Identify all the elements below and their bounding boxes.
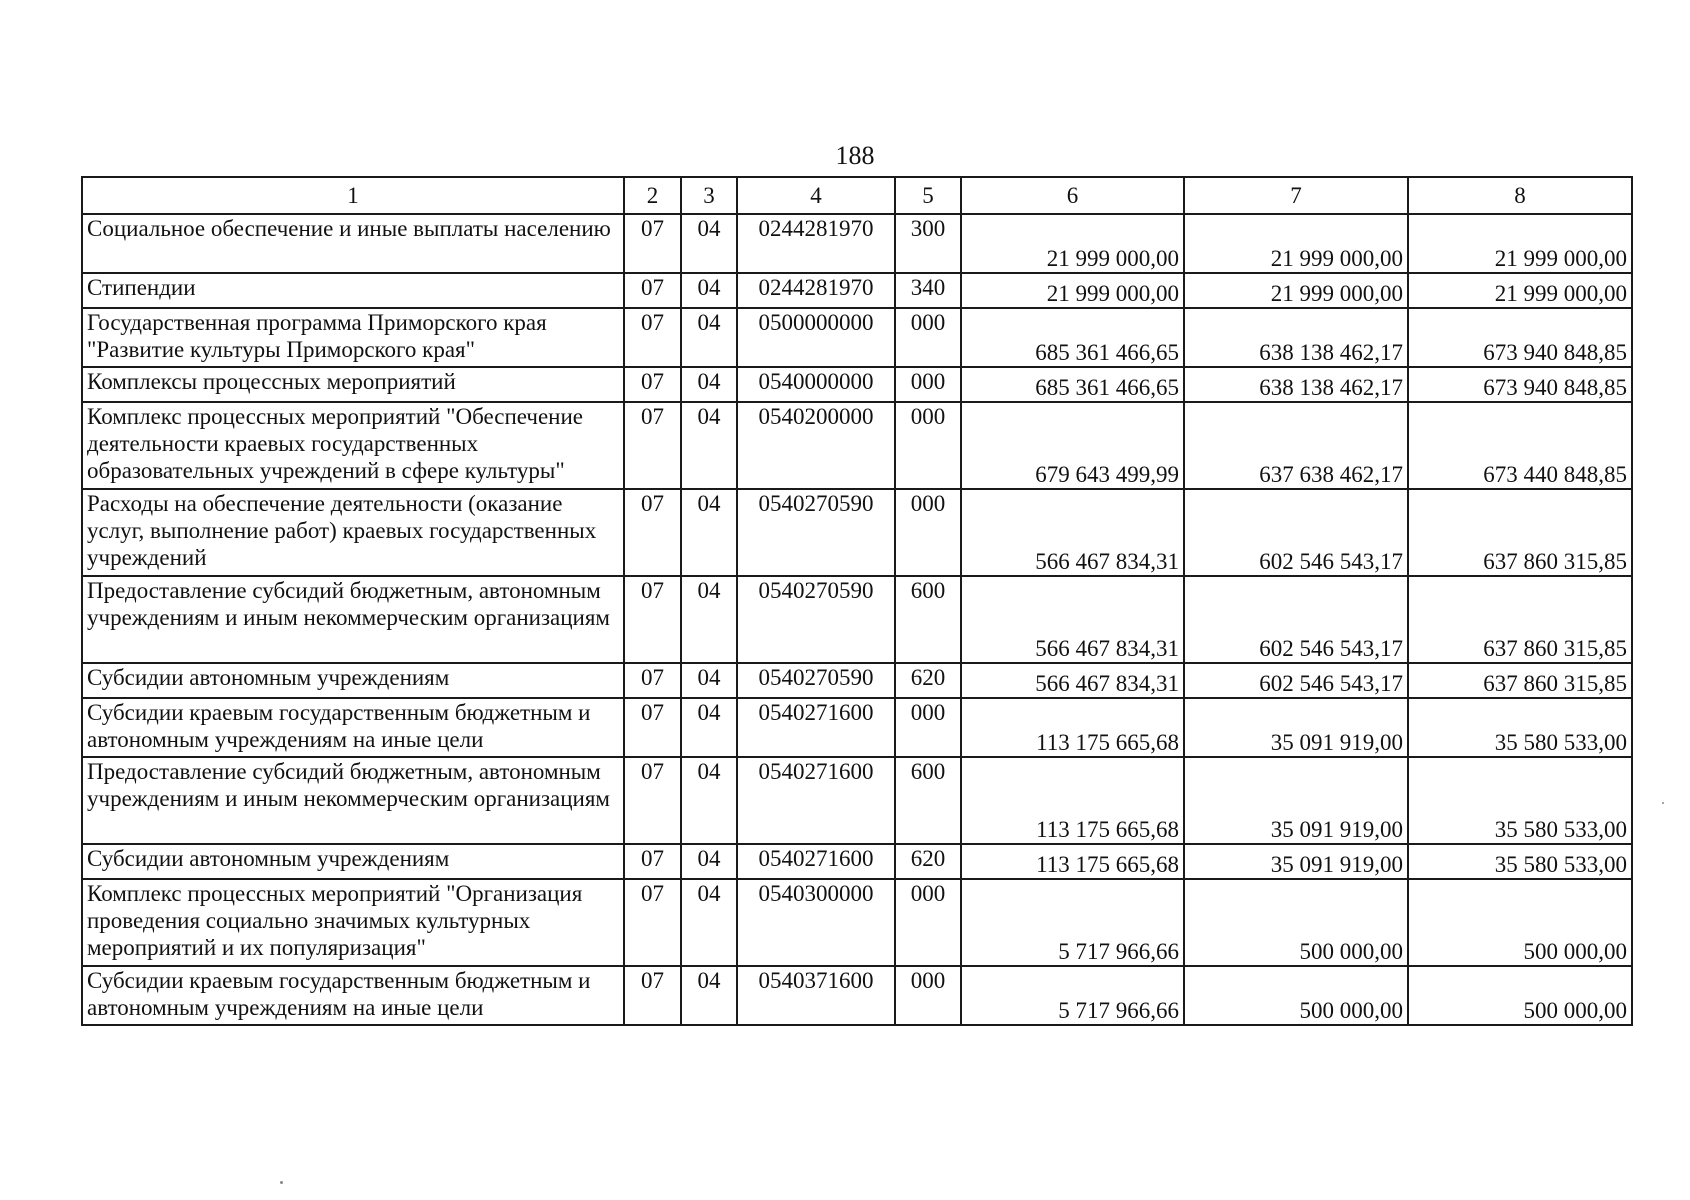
- cell-expense-type: 000: [895, 966, 961, 1025]
- cell-amount-col6: 113 175 665,68: [961, 698, 1184, 757]
- cell-amount-col6: 5 717 966,66: [961, 966, 1184, 1025]
- cell-expense-type: 000: [895, 489, 961, 576]
- cell-amount-col8: 35 580 533,00: [1408, 698, 1632, 757]
- cell-amount-col8: 637 860 315,85: [1408, 489, 1632, 576]
- cell-section: 07: [624, 367, 681, 402]
- table-row: [82, 273, 1632, 308]
- table-row: [82, 879, 1632, 966]
- cell-amount-col6: 21 999 000,00: [961, 273, 1184, 308]
- table-row: [82, 576, 1632, 663]
- table-row: [82, 698, 1632, 757]
- cell-section: 07: [624, 879, 681, 966]
- cell-name: Комплекс процессных мероприятий "Организация проведения социально значимых культурных мероприятий и их популяризация": [82, 879, 624, 966]
- column-header-8: 8: [1408, 177, 1632, 214]
- cell-expense-type: 000: [895, 698, 961, 757]
- table-row: [82, 489, 1632, 576]
- cell-section: 07: [624, 576, 681, 663]
- cell-amount-col7: 637 638 462,17: [1184, 402, 1408, 489]
- cell-amount-col8: 637 860 315,85: [1408, 663, 1632, 698]
- cell-section: 07: [624, 214, 681, 273]
- cell-amount-col6: 113 175 665,68: [961, 757, 1184, 844]
- cell-target-article: 0540270590: [737, 489, 895, 576]
- cell-amount-col7: 638 138 462,17: [1184, 367, 1408, 402]
- cell-expense-type: 000: [895, 402, 961, 489]
- cell-section: 07: [624, 757, 681, 844]
- cell-amount-col7: 35 091 919,00: [1184, 757, 1408, 844]
- cell-subsection: 04: [681, 576, 737, 663]
- cell-amount-col7: 602 546 543,17: [1184, 663, 1408, 698]
- column-header-1: 1: [82, 177, 624, 214]
- cell-name: Комплексы процессных мероприятий: [82, 367, 624, 402]
- table-row: [82, 402, 1632, 489]
- cell-name: Предоставление субсидий бюджетным, автономным учреждениям и иным некоммерческим организациям: [82, 576, 624, 663]
- cell-amount-col6: 685 361 466,65: [961, 308, 1184, 367]
- cell-subsection: 04: [681, 879, 737, 966]
- cell-section: 07: [624, 308, 681, 367]
- cell-amount-col8: 673 940 848,85: [1408, 308, 1632, 367]
- cell-expense-type: 620: [895, 663, 961, 698]
- cell-amount-col6: 113 175 665,68: [961, 844, 1184, 879]
- cell-expense-type: 300: [895, 214, 961, 273]
- cell-expense-type: 620: [895, 844, 961, 879]
- column-header-4: 4: [737, 177, 895, 214]
- cell-amount-col7: 500 000,00: [1184, 879, 1408, 966]
- cell-subsection: 04: [681, 844, 737, 879]
- cell-subsection: 04: [681, 663, 737, 698]
- cell-amount-col7: 500 000,00: [1184, 966, 1408, 1025]
- cell-amount-col7: 35 091 919,00: [1184, 844, 1408, 879]
- cell-target-article: 0500000000: [737, 308, 895, 367]
- cell-amount-col7: 21 999 000,00: [1184, 214, 1408, 273]
- cell-amount-col8: 21 999 000,00: [1408, 273, 1632, 308]
- table-row: [82, 844, 1632, 879]
- cell-amount-col6: 5 717 966,66: [961, 879, 1184, 966]
- cell-amount-col8: 637 860 315,85: [1408, 576, 1632, 663]
- cell-amount-col7: 35 091 919,00: [1184, 698, 1408, 757]
- cell-target-article: 0540000000: [737, 367, 895, 402]
- cell-amount-col8: 35 580 533,00: [1408, 757, 1632, 844]
- cell-expense-type: 000: [895, 879, 961, 966]
- cell-name: Расходы на обеспечение деятельности (оказание услуг, выполнение работ) краевых государственных учреждений: [82, 489, 624, 576]
- cell-amount-col7: 602 546 543,17: [1184, 489, 1408, 576]
- cell-section: 07: [624, 844, 681, 879]
- cell-amount-col6: 21 999 000,00: [961, 214, 1184, 273]
- cell-amount-col7: 602 546 543,17: [1184, 576, 1408, 663]
- cell-amount-col7: 21 999 000,00: [1184, 273, 1408, 308]
- cell-expense-type: 600: [895, 576, 961, 663]
- cell-target-article: 0540270590: [737, 663, 895, 698]
- cell-amount-col8: 500 000,00: [1408, 966, 1632, 1025]
- cell-name: Предоставление субсидий бюджетным, автономным учреждениям и иным некоммерческим организациям: [82, 757, 624, 844]
- cell-target-article: 0540270590: [737, 576, 895, 663]
- cell-amount-col8: 21 999 000,00: [1408, 214, 1632, 273]
- cell-expense-type: 340: [895, 273, 961, 308]
- cell-expense-type: 600: [895, 757, 961, 844]
- cell-amount-col8: 673 940 848,85: [1408, 367, 1632, 402]
- cell-amount-col6: 685 361 466,65: [961, 367, 1184, 402]
- cell-section: 07: [624, 966, 681, 1025]
- cell-name: Стипендии: [82, 273, 624, 308]
- table-row: [82, 367, 1632, 402]
- cell-amount-col8: 500 000,00: [1408, 879, 1632, 966]
- cell-name: Субсидии автономным учреждениям: [82, 844, 624, 879]
- column-header-7: 7: [1184, 177, 1408, 214]
- cell-amount-col6: 566 467 834,31: [961, 576, 1184, 663]
- cell-target-article: 0244281970: [737, 273, 895, 308]
- cell-target-article: 0540271600: [737, 844, 895, 879]
- cell-section: 07: [624, 273, 681, 308]
- table-row: [82, 214, 1632, 273]
- table-row: [82, 966, 1632, 1025]
- cell-subsection: 04: [681, 308, 737, 367]
- cell-subsection: 04: [681, 402, 737, 489]
- cell-amount-col8: 673 440 848,85: [1408, 402, 1632, 489]
- column-header-3: 3: [681, 177, 737, 214]
- scan-speck: [1662, 802, 1664, 804]
- cell-subsection: 04: [681, 489, 737, 576]
- table-row: [82, 757, 1632, 844]
- cell-target-article: 0540371600: [737, 966, 895, 1025]
- cell-subsection: 04: [681, 367, 737, 402]
- cell-name: Субсидии автономным учреждениям: [82, 663, 624, 698]
- table-row: [82, 663, 1632, 698]
- table-row: [82, 308, 1632, 367]
- cell-subsection: 04: [681, 966, 737, 1025]
- column-header-2: 2: [624, 177, 681, 214]
- cell-amount-col6: 679 643 499,99: [961, 402, 1184, 489]
- cell-name: Субсидии краевым государственным бюджетным и автономным учреждениям на иные цели: [82, 966, 624, 1025]
- cell-name: Комплекс процессных мероприятий "Обеспечение деятельности краевых государственных образовательных учреждений в сфере культуры": [82, 402, 624, 489]
- cell-section: 07: [624, 663, 681, 698]
- scan-speck: [280, 1181, 283, 1184]
- table-body: [82, 214, 1632, 1025]
- column-header-6: 6: [961, 177, 1184, 214]
- column-header-5: 5: [895, 177, 961, 214]
- cell-name: Социальное обеспечение и иные выплаты населению: [82, 214, 624, 273]
- cell-name: Субсидии краевым государственным бюджетным и автономным учреждениям на иные цели: [82, 698, 624, 757]
- header-row: [82, 177, 1632, 214]
- cell-subsection: 04: [681, 273, 737, 308]
- cell-subsection: 04: [681, 757, 737, 844]
- cell-name: Государственная программа Приморского края "Развитие культуры Приморского края": [82, 308, 624, 367]
- cell-target-article: 0540271600: [737, 698, 895, 757]
- cell-amount-col6: 566 467 834,31: [961, 663, 1184, 698]
- cell-expense-type: 000: [895, 308, 961, 367]
- cell-target-article: 0244281970: [737, 214, 895, 273]
- cell-section: 07: [624, 489, 681, 576]
- table-header: [82, 177, 1632, 214]
- cell-amount-col7: 638 138 462,17: [1184, 308, 1408, 367]
- cell-target-article: 0540200000: [737, 402, 895, 489]
- cell-expense-type: 000: [895, 367, 961, 402]
- budget-table: [81, 176, 1633, 1026]
- cell-subsection: 04: [681, 698, 737, 757]
- cell-amount-col6: 566 467 834,31: [961, 489, 1184, 576]
- cell-target-article: 0540271600: [737, 757, 895, 844]
- cell-subsection: 04: [681, 214, 737, 273]
- cell-section: 07: [624, 698, 681, 757]
- page-number: 188: [835, 141, 875, 170]
- cell-amount-col8: 35 580 533,00: [1408, 844, 1632, 879]
- cell-target-article: 0540300000: [737, 879, 895, 966]
- cell-section: 07: [624, 402, 681, 489]
